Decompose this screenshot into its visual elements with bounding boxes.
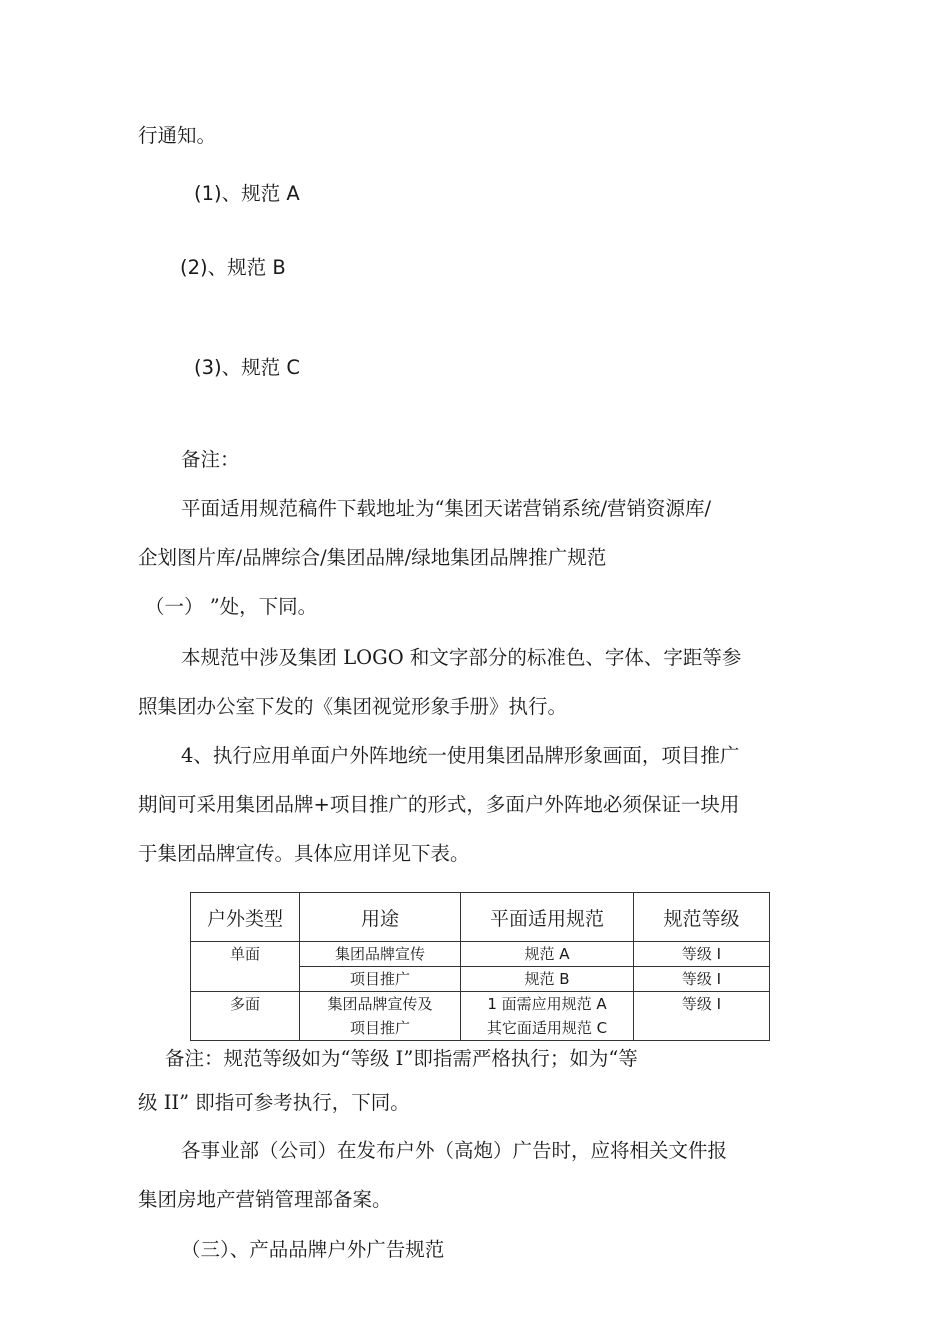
logo-paragraph-line-1: 本规范中涉及集团 LOGO 和文字部分的标准色、字体、字距等参 xyxy=(181,646,742,669)
cell-usage-line-1: 集团品牌宣传及 xyxy=(327,995,433,1013)
cell-type-multi: 多面 xyxy=(191,992,300,1041)
download-paragraph-line-3: （一） ”处，下同。 xyxy=(145,595,318,618)
filing-paragraph-line-2: 集团房地产营销管理部备案。 xyxy=(138,1188,392,1211)
header-outdoor-type: 户外类型 xyxy=(191,893,300,942)
cell-spec: 规范 B xyxy=(461,967,634,992)
cell-usage-multi xyxy=(300,992,461,1041)
note-paragraph-line-1: 备注：规范等级如为“等级 I”即指需严格执行；如为“等 xyxy=(165,1047,638,1070)
rule4-paragraph-line-1: 4、执行应用单面户外阵地统一使用集团品牌形象画面，项目推广 xyxy=(181,744,740,767)
table-row xyxy=(191,942,770,967)
download-paragraph-line-2: 企划图片库/品牌综合/集团品牌/绿地集团品牌推广规范 xyxy=(138,546,607,569)
rule4-paragraph-line-2: 期间可采用集团品牌+项目推广的形式，多面户外阵地必须保证一块用 xyxy=(138,793,740,816)
header-usage: 用途 xyxy=(300,893,461,942)
cell-level: 等级 I xyxy=(634,967,770,992)
table-header-row xyxy=(191,893,770,942)
outdoor-spec-table xyxy=(190,892,770,1041)
remark-heading: 备注： xyxy=(181,448,240,471)
rule4-paragraph-line-3: 于集团品牌宣传。具体应用详见下表。 xyxy=(138,842,470,865)
cell-level-multi: 等级 I xyxy=(634,992,770,1041)
logo-paragraph-line-2: 照集团办公室下发的《集团视觉形象手册》执行。 xyxy=(138,695,568,718)
table-row xyxy=(191,992,770,1041)
cell-spec: 规范 A xyxy=(461,942,634,967)
cell-spec-multi xyxy=(461,992,634,1041)
spec-a-item: (1)、规范 A xyxy=(194,182,300,205)
cell-spec-line-2: 其它面适用规范 C xyxy=(486,1019,608,1037)
spec-b-item: (2)、规范 B xyxy=(180,256,286,279)
cell-level: 等级 I xyxy=(634,942,770,967)
section-heading-3: （三）、产品品牌户外广告规范 xyxy=(181,1238,445,1261)
paragraph-continuation: 行通知。 xyxy=(138,124,217,147)
spec-c-item: (3)、规范 C xyxy=(194,356,300,379)
cell-spec-line-1: 1 面需应用规范 A xyxy=(487,995,607,1013)
note-paragraph-line-2: 级 II” 即指可参考执行，下同。 xyxy=(138,1091,410,1114)
filing-paragraph-line-1: 各事业部（公司）在发布户外（高炮）广告时，应将相关文件报 xyxy=(181,1139,728,1162)
cell-usage-line-2: 项目推广 xyxy=(349,1019,410,1037)
header-applicable-spec: 平面适用规范 xyxy=(461,893,634,942)
cell-type-single: 单面 xyxy=(191,942,300,992)
cell-usage: 集团品牌宣传 xyxy=(300,942,461,967)
header-spec-level: 规范等级 xyxy=(634,893,770,942)
download-paragraph-line-1: 平面适用规范稿件下载地址为“集团天诺营销系统/营销资源库/ xyxy=(181,497,712,520)
cell-usage: 项目推广 xyxy=(300,967,461,992)
